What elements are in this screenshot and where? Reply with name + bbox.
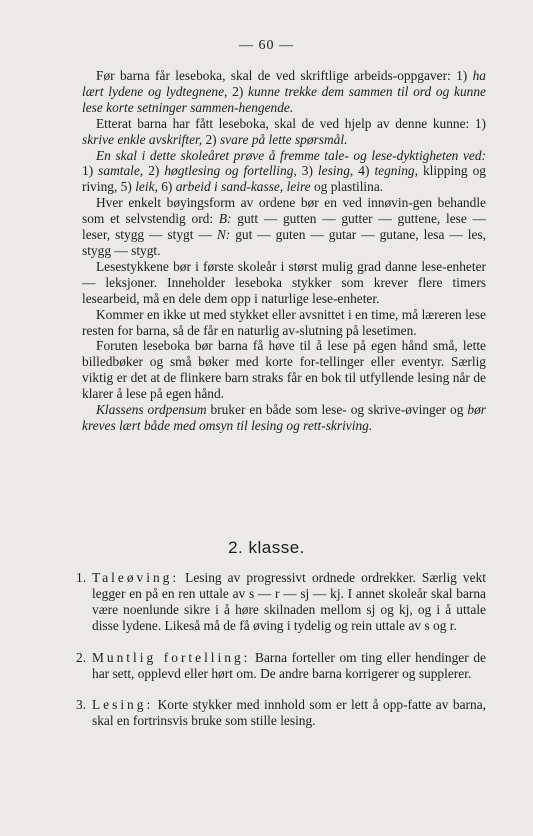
- italic-run: En skal i dette skoleåret prøve å fremme tale- og lese-dyktigheten ved:: [96, 147, 486, 163]
- paragraph: [82, 259, 486, 307]
- numbered-list: [76, 570, 486, 745]
- paragraph: [82, 338, 486, 402]
- text-run: 1): [82, 163, 99, 179]
- list-item: [76, 570, 486, 634]
- italic-run: høgtlesing og fortelling,: [164, 163, 297, 179]
- paragraph: [82, 307, 486, 339]
- paragraph: [82, 116, 486, 148]
- paragraph: [82, 148, 486, 196]
- italic-run: tegning,: [374, 163, 418, 179]
- text-run: Foruten leseboka bør barna få høve til å lese på egen hånd små, lette billedbøker og små bøker med korte for-tellinger eller eventyr. Særlig viktig er det at de flinkere barn straks får en bok til utfyllende lesing når de klarer å lese på egen hånd.: [82, 338, 486, 402]
- italic-run: N:: [216, 227, 231, 243]
- text-run: og plastilina.: [310, 179, 384, 195]
- text-run: klipping og riving, 5): [82, 163, 486, 195]
- paragraph: [82, 68, 486, 116]
- italic-run: bør kreves lært både med omsyn til lesing og rett-skriving.: [82, 402, 486, 433]
- italic-run: lesing,: [317, 163, 354, 179]
- text-run: 2): [227, 83, 248, 99]
- italic-run: B:: [218, 211, 232, 227]
- text-run: Etterat barna har fått leseboka, skal de ved hjelp av denne kunne: 1): [96, 115, 486, 131]
- text-run: 3): [296, 163, 318, 179]
- page-number: — 60 —: [239, 38, 294, 53]
- text-run: Lesestykkene bør i første skoleår i størst mulig grad danne lese-enheter — leksjoner. Inneholder leseboka stykker som krever flere timers lesearbeid, må en dele dem opp i naturlige lese-enheter.: [82, 258, 486, 306]
- list-text: Korte stykker med innhold som er lett å opp-fatte av barna, skal en fortrinsvis bruke som stille lesing.: [92, 697, 486, 729]
- list-number: 1.: [76, 570, 87, 585]
- list-term: Muntlig fortelling:: [92, 649, 251, 665]
- text-run: 4): [353, 163, 375, 179]
- list-term: Taleøving:: [92, 570, 180, 585]
- list-text: Barna forteller om ting eller hendinger de har sett, opplevd eller hørt om. De andre barna korrigerer og supplerer.: [92, 649, 486, 681]
- italic-run: Klassens ordpensum: [96, 402, 207, 418]
- text-run: gutt — gutten — gutter — guttene, lese — leser, stygg — stygt —: [82, 211, 486, 243]
- text-run: Kommer en ikke ut med stykket eller avsnittet i en time, må læreren lese resten for barna, så de får en naturlig av-slutning på lesetimen.: [82, 306, 486, 338]
- italic-run: ha lært lydene og lydtegnene,: [82, 68, 486, 99]
- text-run: Hver enkelt bøyingsform av ordene bør en ved innøvin-gen behandle som et selvstendig ord:: [82, 195, 486, 227]
- text-run: 6): [157, 179, 176, 195]
- text-run: 2): [143, 163, 165, 179]
- text-run: Før barna får leseboka, skal de ved skriftlige arbeids-oppgaver: 1): [96, 68, 473, 83]
- italic-run: kunne trekke dem sammen til ord og kunne lese korte setninger sammen-hengende.: [82, 83, 486, 115]
- text-run: bruker en både som lese- og skrive-øvinger og: [206, 402, 468, 418]
- section-heading: 2. klasse.: [228, 538, 305, 557]
- list-text: Lesing av progressivt ordnede ordrekker. Særlig vekt legger en på en ren uttale av s — r — sj — kj. I annet skoleår skal barna være noenlunde sikre i å høre skilnaden mellom sj og kj, og i å uttale disse lydene. Likeså må de få øving i tydelig og rein uttale av s og r.: [92, 570, 486, 633]
- list-item: [76, 697, 486, 729]
- text-run: gut — guten — gutar — gutane, lesa — les, stygg — stygt.: [82, 227, 487, 258]
- list-number: 3.: [76, 697, 87, 713]
- list-term: Lesing:: [92, 697, 154, 713]
- list-item: [76, 650, 486, 682]
- paragraph: [82, 402, 486, 434]
- paragraph: [82, 195, 486, 259]
- italic-run: svare på lette spørsmål.: [219, 131, 348, 147]
- text-run: 2): [202, 131, 220, 147]
- italic-run: skrive enkle avskrifter,: [82, 131, 203, 147]
- italic-run: leik,: [135, 179, 158, 195]
- italic-run: arbeid i sand-kasse, leire: [175, 179, 311, 195]
- body-text: [82, 68, 486, 434]
- list-number: 2.: [76, 649, 87, 665]
- italic-run: samtale,: [98, 163, 144, 179]
